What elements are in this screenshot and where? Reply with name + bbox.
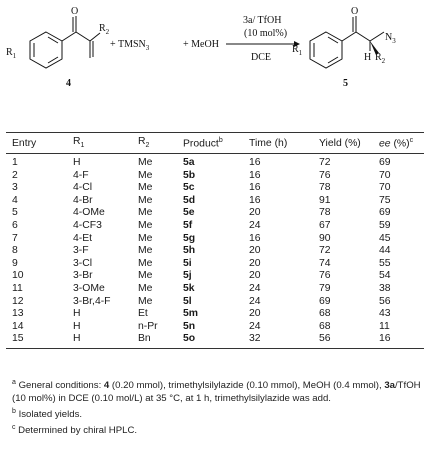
cell-product: 5e <box>183 207 195 219</box>
cell-product: 5c <box>183 182 195 194</box>
header-product: Product$^b$ <box>183 133 249 154</box>
table-row <box>6 154 424 170</box>
cell-product: 5o <box>183 333 196 345</box>
cell-entry: 14 <box>12 320 24 332</box>
product-n3-label: $N_3$ <box>385 32 396 45</box>
reactant-r1-label: $R_1$ <box>6 47 17 60</box>
table-footnotes <box>6 376 424 438</box>
cell-yield: 74 <box>319 257 331 269</box>
compound-4-label: 4 <box>66 78 71 89</box>
cell-r1: H <box>73 308 81 320</box>
cell-time: 20 <box>249 207 261 219</box>
cell-entry: 8 <box>12 245 18 257</box>
table-row <box>6 220 424 233</box>
cell-r1: 4-Br <box>73 194 93 206</box>
cell-time: 20 <box>249 308 261 320</box>
cell-yield: 67 <box>319 219 331 231</box>
reactant-r2-label: $R_2$ <box>99 23 110 36</box>
cell-entry: 1 <box>12 157 18 168</box>
cell-product: 5j <box>183 270 192 282</box>
cell-product: 5m <box>183 308 199 320</box>
cell-r2: Me <box>138 232 153 244</box>
reagents-tmsn3: + $TMSN_3$ <box>110 39 150 52</box>
footnote-c: $^c$ Determined by chiral HPLC. <box>12 424 138 437</box>
cell-entry: 6 <box>12 219 18 231</box>
cell-ee: 11 <box>379 320 390 332</box>
header-time: Time (h) <box>249 133 319 154</box>
cell-r2: Et <box>138 308 148 320</box>
cell-yield: 78 <box>319 182 331 194</box>
reactant-4-structure <box>30 16 100 68</box>
cell-r2: Me <box>138 257 153 269</box>
cell-ee: 43 <box>379 308 391 320</box>
table-row <box>6 182 424 195</box>
cell-r1: H <box>73 320 81 332</box>
table-row <box>6 207 424 220</box>
cell-entry: 7 <box>12 232 18 244</box>
cell-r2: Me <box>138 282 153 294</box>
cell-r1: 3-F <box>73 245 89 257</box>
cell-r2: Me <box>138 157 153 168</box>
solvent-label: DCE <box>251 52 271 63</box>
table-row <box>6 283 424 296</box>
cell-time: 16 <box>249 182 261 194</box>
cell-r1: 3-Br,4-F <box>73 295 111 307</box>
cell-time: 24 <box>249 320 261 332</box>
table-row <box>6 258 424 271</box>
cell-r2: Me <box>138 295 153 307</box>
cell-yield: 56 <box>319 333 331 345</box>
cell-entry: 12 <box>12 295 24 307</box>
header-r2: $R_2$ <box>138 133 183 154</box>
cell-entry: 15 <box>12 333 24 345</box>
cell-time: 20 <box>249 257 261 269</box>
cell-product: 5n <box>183 320 196 332</box>
cell-yield: 76 <box>319 169 331 181</box>
cell-ee: 16 <box>379 333 391 345</box>
footnote-a: $^a$ General conditions: 4 (0.20 mmol), trimethylsilylazide (0.10 mmol), MeOH (0.4 mmol), 3a/TfOH (10 mol%) in DCE (0.10 mol/L) at 35 °C, at 1 h, trimethylsilylazide was add. <box>12 379 421 405</box>
product-5-structure <box>310 16 384 68</box>
cell-r1: 4-OMe <box>73 207 105 219</box>
header-entry: Entry <box>6 133 73 154</box>
cell-r2: n-Pr <box>138 320 158 332</box>
cell-yield: 69 <box>319 295 331 307</box>
cell-yield: 72 <box>319 157 331 168</box>
table-row <box>6 195 424 208</box>
cell-yield: 78 <box>319 207 331 219</box>
cell-product: 5k <box>183 282 195 294</box>
cell-ee: 55 <box>379 257 391 269</box>
cell-r2: Me <box>138 270 153 282</box>
cell-r1: H <box>73 333 81 345</box>
cell-product: 5a <box>183 157 195 168</box>
cell-ee: 70 <box>379 182 391 194</box>
table-row <box>6 233 424 246</box>
catalyst-label: 3a/ TfOH <box>243 15 282 26</box>
product-r1-label: $R_1$ <box>292 44 303 57</box>
cell-r1: 4-Cl <box>73 182 93 194</box>
cell-ee: 75 <box>379 194 391 206</box>
cell-product: 5f <box>183 219 193 231</box>
product-r2-label: $R_2$ <box>375 52 386 65</box>
cell-entry: 9 <box>12 257 18 269</box>
cell-yield: 72 <box>319 245 331 257</box>
reagent-meoh: + MeOH <box>183 39 219 50</box>
cell-r1: 3-Cl <box>73 257 93 269</box>
cell-r1: 4-F <box>73 169 89 181</box>
cell-entry: 4 <box>12 194 18 206</box>
cell-yield: 76 <box>319 270 331 282</box>
cell-ee: 59 <box>379 219 391 231</box>
cell-r2: Me <box>138 169 153 181</box>
cell-yield: 68 <box>319 308 331 320</box>
cell-entry: 5 <box>12 207 18 219</box>
reaction-scheme <box>0 0 436 122</box>
cell-yield: 79 <box>319 282 331 294</box>
compound-5-label: 5 <box>343 78 348 89</box>
cell-r1: 4-CF3 <box>73 219 102 231</box>
cell-entry: 3 <box>12 182 18 194</box>
product-oxygen: O <box>351 6 359 17</box>
cell-product: 5g <box>183 232 196 244</box>
loading-label: (10 mol%) <box>244 28 288 39</box>
table-row <box>6 321 424 334</box>
cell-ee: 56 <box>379 295 391 307</box>
cell-r1: 4-Et <box>73 232 93 244</box>
cell-product: 5b <box>183 169 196 181</box>
cell-time: 24 <box>249 219 261 231</box>
cell-yield: 68 <box>319 320 331 332</box>
table-row <box>6 296 424 309</box>
cell-r2: Me <box>138 194 153 206</box>
cell-r1: 3-OMe <box>73 282 105 294</box>
cell-entry: 2 <box>12 169 18 181</box>
cell-r2: Me <box>138 182 153 194</box>
table-row <box>6 245 424 258</box>
cell-r1: H <box>73 157 81 168</box>
cell-r2: Me <box>138 219 153 231</box>
header-r1: $R_1$ <box>73 133 138 154</box>
cell-ee: 45 <box>379 232 391 244</box>
substrate-scope-table <box>6 132 424 349</box>
cell-time: 24 <box>249 295 261 307</box>
cell-time: 24 <box>249 282 261 294</box>
cell-time: 16 <box>249 232 261 244</box>
cell-ee: 38 <box>379 282 391 294</box>
cell-r2: Me <box>138 207 153 219</box>
cell-yield: 91 <box>319 194 331 206</box>
cell-ee: 70 <box>379 169 391 181</box>
table-row <box>6 170 424 183</box>
header-yield: Yield (%) <box>319 133 379 154</box>
product-h-label: H <box>364 52 372 63</box>
cell-time: 16 <box>249 194 261 206</box>
cell-product: 5i <box>183 257 192 269</box>
table-row <box>6 308 424 321</box>
cell-yield: 90 <box>319 232 331 244</box>
cell-ee: 69 <box>379 157 391 168</box>
cell-ee: 69 <box>379 207 391 219</box>
table-row <box>6 270 424 283</box>
cell-product: 5l <box>183 295 192 307</box>
cell-time: 16 <box>249 157 261 168</box>
header-ee: ee (%)$^c$ <box>379 133 424 154</box>
cell-r1: 3-Br <box>73 270 93 282</box>
cell-ee: 54 <box>379 270 391 282</box>
cell-time: 16 <box>249 169 261 181</box>
cell-time: 20 <box>249 270 261 282</box>
cell-ee: 44 <box>379 245 391 257</box>
reactant-oxygen: O <box>71 6 79 17</box>
cell-product: 5d <box>183 194 196 206</box>
cell-r2: Me <box>138 245 153 257</box>
cell-entry: 10 <box>12 270 24 282</box>
cell-r2: Bn <box>138 333 151 345</box>
cell-time: 20 <box>249 245 261 257</box>
cell-entry: 11 <box>12 282 23 294</box>
cell-product: 5h <box>183 245 196 257</box>
table-row <box>6 333 424 348</box>
table-header-row <box>6 133 424 154</box>
footnote-b: $^b$ Isolated yields. <box>12 408 83 421</box>
cell-time: 32 <box>249 333 261 345</box>
cell-entry: 13 <box>12 308 24 320</box>
